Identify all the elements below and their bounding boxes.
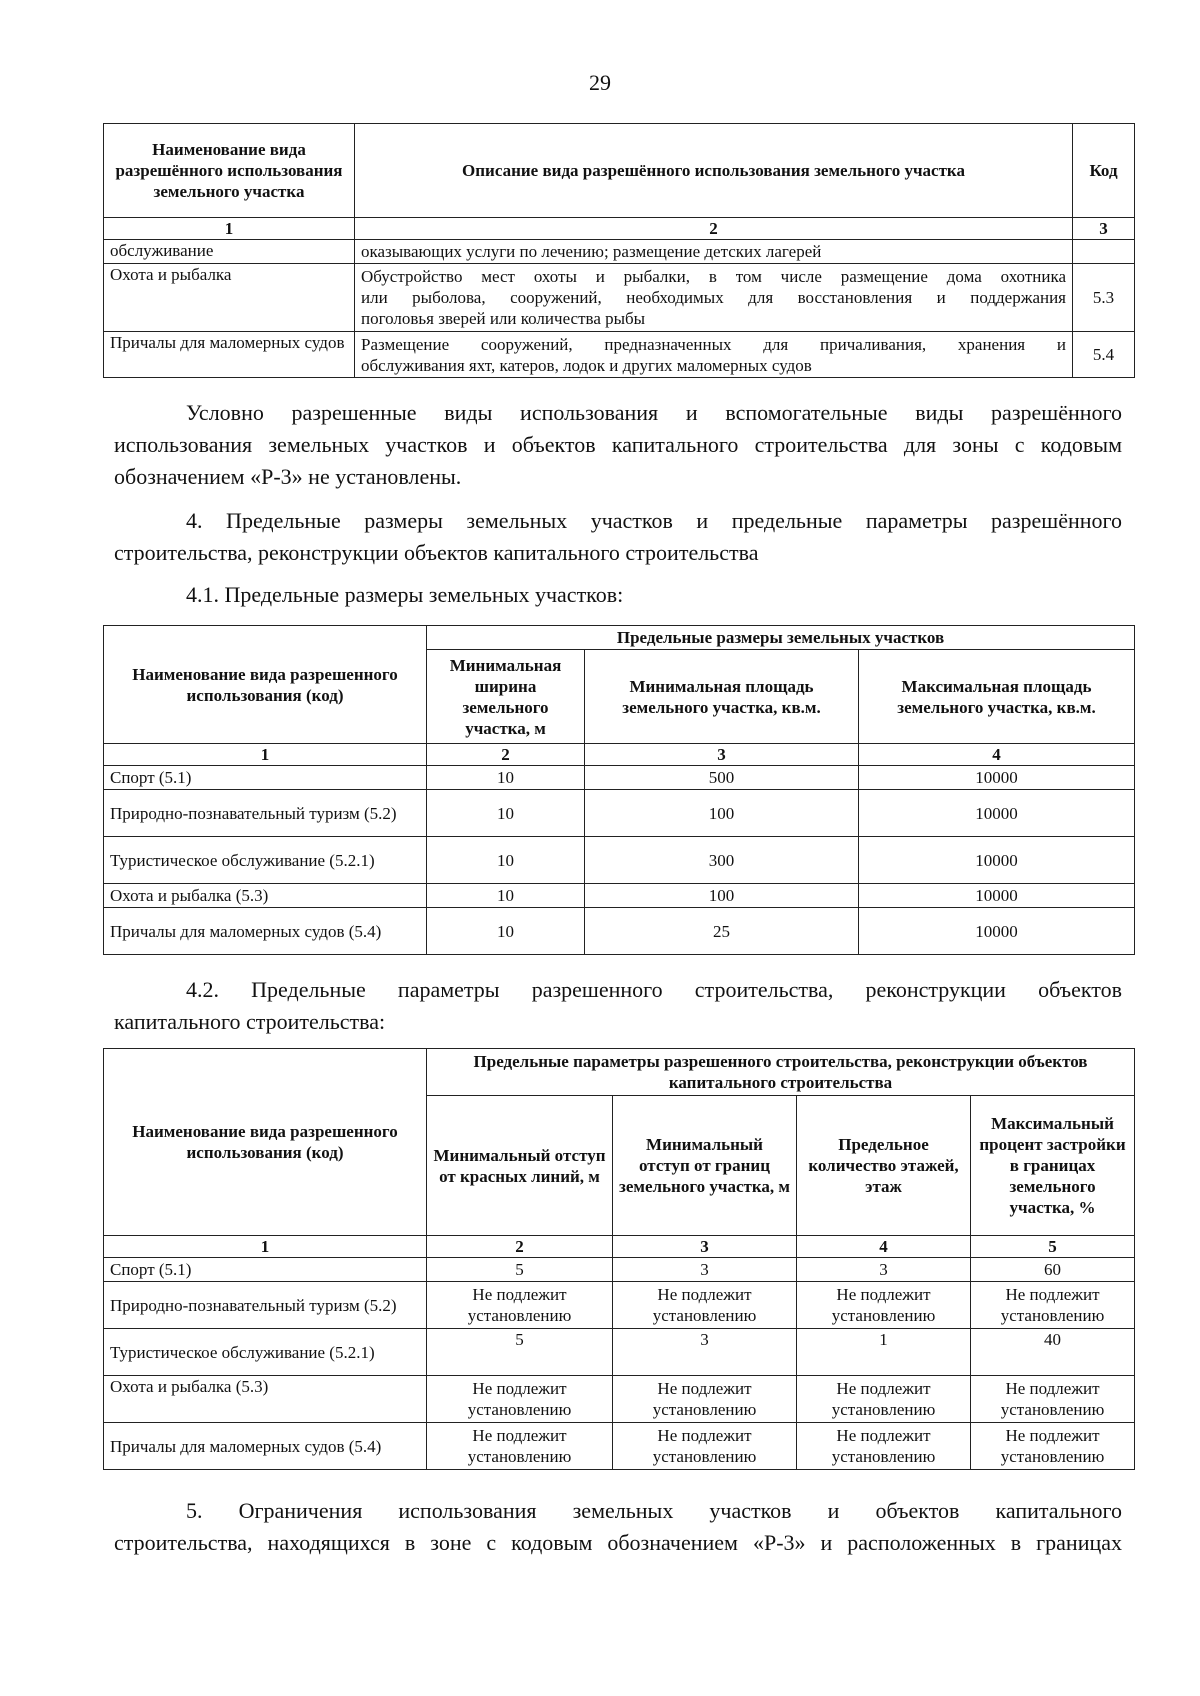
t3-row-value: Не подлежит установлению: [797, 1423, 971, 1470]
t2-row-min-area: 500: [585, 766, 859, 790]
paragraph-line: строительства, реконструкции объектов капитального строительства: [114, 540, 759, 565]
t3-row-value: Не подлежит установлению: [797, 1282, 971, 1329]
t3-row-value: Не подлежит установлению: [971, 1376, 1135, 1423]
section-4-1-heading: [114, 579, 1122, 611]
t1-desc-line: обслуживания яхт, катеров, лодок и других маломерных судов: [361, 355, 812, 375]
t3-row-value: Не подлежит установлению: [427, 1423, 613, 1470]
t3-row-value: Не подлежит установлению: [971, 1282, 1135, 1329]
table-row: [104, 790, 1135, 837]
t1-col-number: 1: [104, 218, 355, 240]
t2-row-width: 10: [427, 766, 585, 790]
t3-row-value: Не подлежит установлению: [797, 1376, 971, 1423]
t1-desc-line: поголовья зверей или количества рыбы: [361, 309, 646, 328]
t3-row-value: 3: [613, 1258, 797, 1282]
t2-row-width: 10: [427, 790, 585, 837]
t3-col-number: 3: [613, 1236, 797, 1258]
t3-col-number: 1: [104, 1236, 427, 1258]
table-row: [104, 240, 1135, 264]
paragraph-line: 5. Ограничения использования земельных участков и объектов капитального: [186, 1498, 1122, 1523]
paragraph-line: капитального строительства:: [114, 1009, 386, 1034]
table-row: [104, 1423, 1135, 1470]
table-row: [104, 1258, 1135, 1282]
table-row: [104, 884, 1135, 908]
t2-row-min-area: 25: [585, 908, 859, 955]
t3-row-name: Причалы для маломерных судов (5.4): [104, 1423, 427, 1470]
t3-row-name: Спорт (5.1): [104, 1258, 427, 1282]
t3-row-name: Туристическое обслуживание (5.2.1): [104, 1329, 427, 1376]
t3-row-name: Природно-познавательный туризм (5.2): [104, 1282, 427, 1329]
section-5-heading: [114, 1495, 1122, 1559]
t1-row-name: Охота и рыбалка: [104, 264, 355, 332]
t3-row-value: Не подлежит установлению: [971, 1423, 1135, 1470]
t3-col-number: 5: [971, 1236, 1135, 1258]
table-row: [104, 766, 1135, 790]
table-row: [104, 264, 1135, 332]
t1-header-code: Код: [1073, 124, 1135, 218]
t2-row-min-area: 100: [585, 790, 859, 837]
t3-row-value: 5: [427, 1329, 613, 1376]
t3-header-red-line-setback: Минимальный отступ от красных линий, м: [427, 1096, 613, 1236]
t2-col-number: 2: [427, 744, 585, 766]
table-row: [104, 1376, 1135, 1423]
t2-row-width: 10: [427, 884, 585, 908]
t1-row-name: обслуживание: [104, 240, 355, 264]
t3-row-value: 1: [797, 1329, 971, 1376]
table-row: [104, 332, 1135, 378]
t3-row-value: 3: [613, 1329, 797, 1376]
t1-header-description: Описание вида разрешённого использования земельного участка: [355, 124, 1073, 218]
t2-header-min-width: Минимальная ширина земельного участка, м: [427, 650, 585, 744]
t3-row-value: Не подлежит установлению: [613, 1423, 797, 1470]
t2-row-name: Природно-познавательный туризм (5.2): [104, 790, 427, 837]
t2-header-name: Наименование вида разрешенного использования (код): [104, 626, 427, 744]
paragraph-line: 4. Предельные размеры земельных участков и предельные параметры разрешённого: [186, 508, 1122, 533]
page-number: 29: [589, 70, 611, 95]
paragraph-line: использования земельных участков и объектов капитального строительства для зоны с кодовым: [114, 432, 1122, 457]
t2-row-max-area: 10000: [859, 766, 1135, 790]
table-row: [104, 908, 1135, 955]
t1-row-code: 5.3: [1073, 264, 1135, 332]
t3-row-value: 40: [971, 1329, 1135, 1376]
paragraph-line: обозначением «Р-3» не установлены.: [114, 464, 462, 489]
t3-header-floors: Предельное количество этажей, этаж: [797, 1096, 971, 1236]
t1-row-name: Причалы для маломерных судов: [104, 332, 355, 378]
t2-row-min-area: 100: [585, 884, 859, 908]
t1-row-description: [355, 264, 1073, 332]
t3-row-value: Не подлежит установлению: [613, 1282, 797, 1329]
t3-header-coverage: Максимальный процент застройки в границах земельного участка, %: [971, 1096, 1135, 1236]
t1-desc-line: или рыболова, сооружений, необходимых для восстановления и поддержания: [361, 288, 1066, 307]
t2-header-max-area: Максимальная площадь земельного участка, кв.м.: [859, 650, 1135, 744]
t1-row-code: 5.4: [1073, 332, 1135, 378]
t3-row-value: Не подлежит установлению: [427, 1376, 613, 1423]
t3-col-number: 4: [797, 1236, 971, 1258]
construction-parameters-table: [103, 1048, 1135, 1470]
t3-row-value: Не подлежит установлению: [427, 1282, 613, 1329]
paragraph-line: строительства, находящихся в зоне с кодовым обозначением «Р-3» и расположенных в границах: [114, 1530, 1122, 1555]
t2-row-name: Охота и рыбалка (5.3): [104, 884, 427, 908]
t2-header-min-area: Минимальная площадь земельного участка, кв.м.: [585, 650, 859, 744]
t2-col-number: 1: [104, 744, 427, 766]
t2-row-max-area: 10000: [859, 884, 1135, 908]
t1-desc-line: Размещение сооружений, предназначенных для причаливания, хранения и: [361, 334, 1066, 354]
t2-row-name: Спорт (5.1): [104, 766, 427, 790]
t2-row-max-area: 10000: [859, 908, 1135, 955]
paragraph-line: Условно разрешенные виды использования и вспомогательные виды разрешённого: [186, 400, 1122, 425]
t3-row-name: Охота и рыбалка (5.3): [104, 1376, 427, 1423]
t2-row-name: Причалы для маломерных судов (5.4): [104, 908, 427, 955]
table-row: [104, 837, 1135, 884]
table-row: [104, 1282, 1135, 1329]
t2-row-width: 10: [427, 837, 585, 884]
t3-header-boundary-setback: Минимальный отступ от границ земельного участка, м: [613, 1096, 797, 1236]
t1-row-code: [1073, 240, 1135, 264]
t2-header-group: Предельные размеры земельных участков: [427, 626, 1135, 650]
t2-row-width: 10: [427, 908, 585, 955]
paragraph-line: 4.2. Предельные параметры разрешенного строительства, реконструкции объектов: [186, 977, 1122, 1002]
section-4-2-heading: [114, 974, 1122, 1038]
table-row: [104, 1329, 1135, 1376]
t1-row-description: оказывающих услуги по лечению; размещение детских лагерей: [355, 240, 1073, 264]
t1-desc-line: Обустройство мест охоты и рыбалки, в том числе размещение дома охотника: [361, 267, 1066, 286]
t3-header-name: Наименование вида разрешенного использования (код): [104, 1049, 427, 1236]
t2-row-name: Туристическое обслуживание (5.2.1): [104, 837, 427, 884]
t3-col-number: 2: [427, 1236, 613, 1258]
t1-header-name: Наименование вида разрешённого использования земельного участка: [104, 124, 355, 218]
t2-col-number: 3: [585, 744, 859, 766]
paragraph-conditional-uses: [114, 397, 1122, 493]
t3-row-value: Не подлежит установлению: [613, 1376, 797, 1423]
section-4-heading: [114, 505, 1122, 569]
t3-row-value: 3: [797, 1258, 971, 1282]
t3-header-group: Предельные параметры разрешенного строительства, реконструкции объектов капитального строительства: [427, 1049, 1135, 1096]
permitted-use-table: [103, 123, 1135, 378]
t3-row-value: 5: [427, 1258, 613, 1282]
t2-col-number: 4: [859, 744, 1135, 766]
paragraph-line: 4.1. Предельные размеры земельных участков:: [186, 582, 624, 607]
t1-col-number: 3: [1073, 218, 1135, 240]
t2-row-max-area: 10000: [859, 837, 1135, 884]
t1-row-description: [355, 332, 1073, 378]
t2-row-max-area: 10000: [859, 790, 1135, 837]
t3-row-value: 60: [971, 1258, 1135, 1282]
t1-col-number: 2: [355, 218, 1073, 240]
land-plot-size-table: [103, 625, 1135, 955]
t2-row-min-area: 300: [585, 837, 859, 884]
